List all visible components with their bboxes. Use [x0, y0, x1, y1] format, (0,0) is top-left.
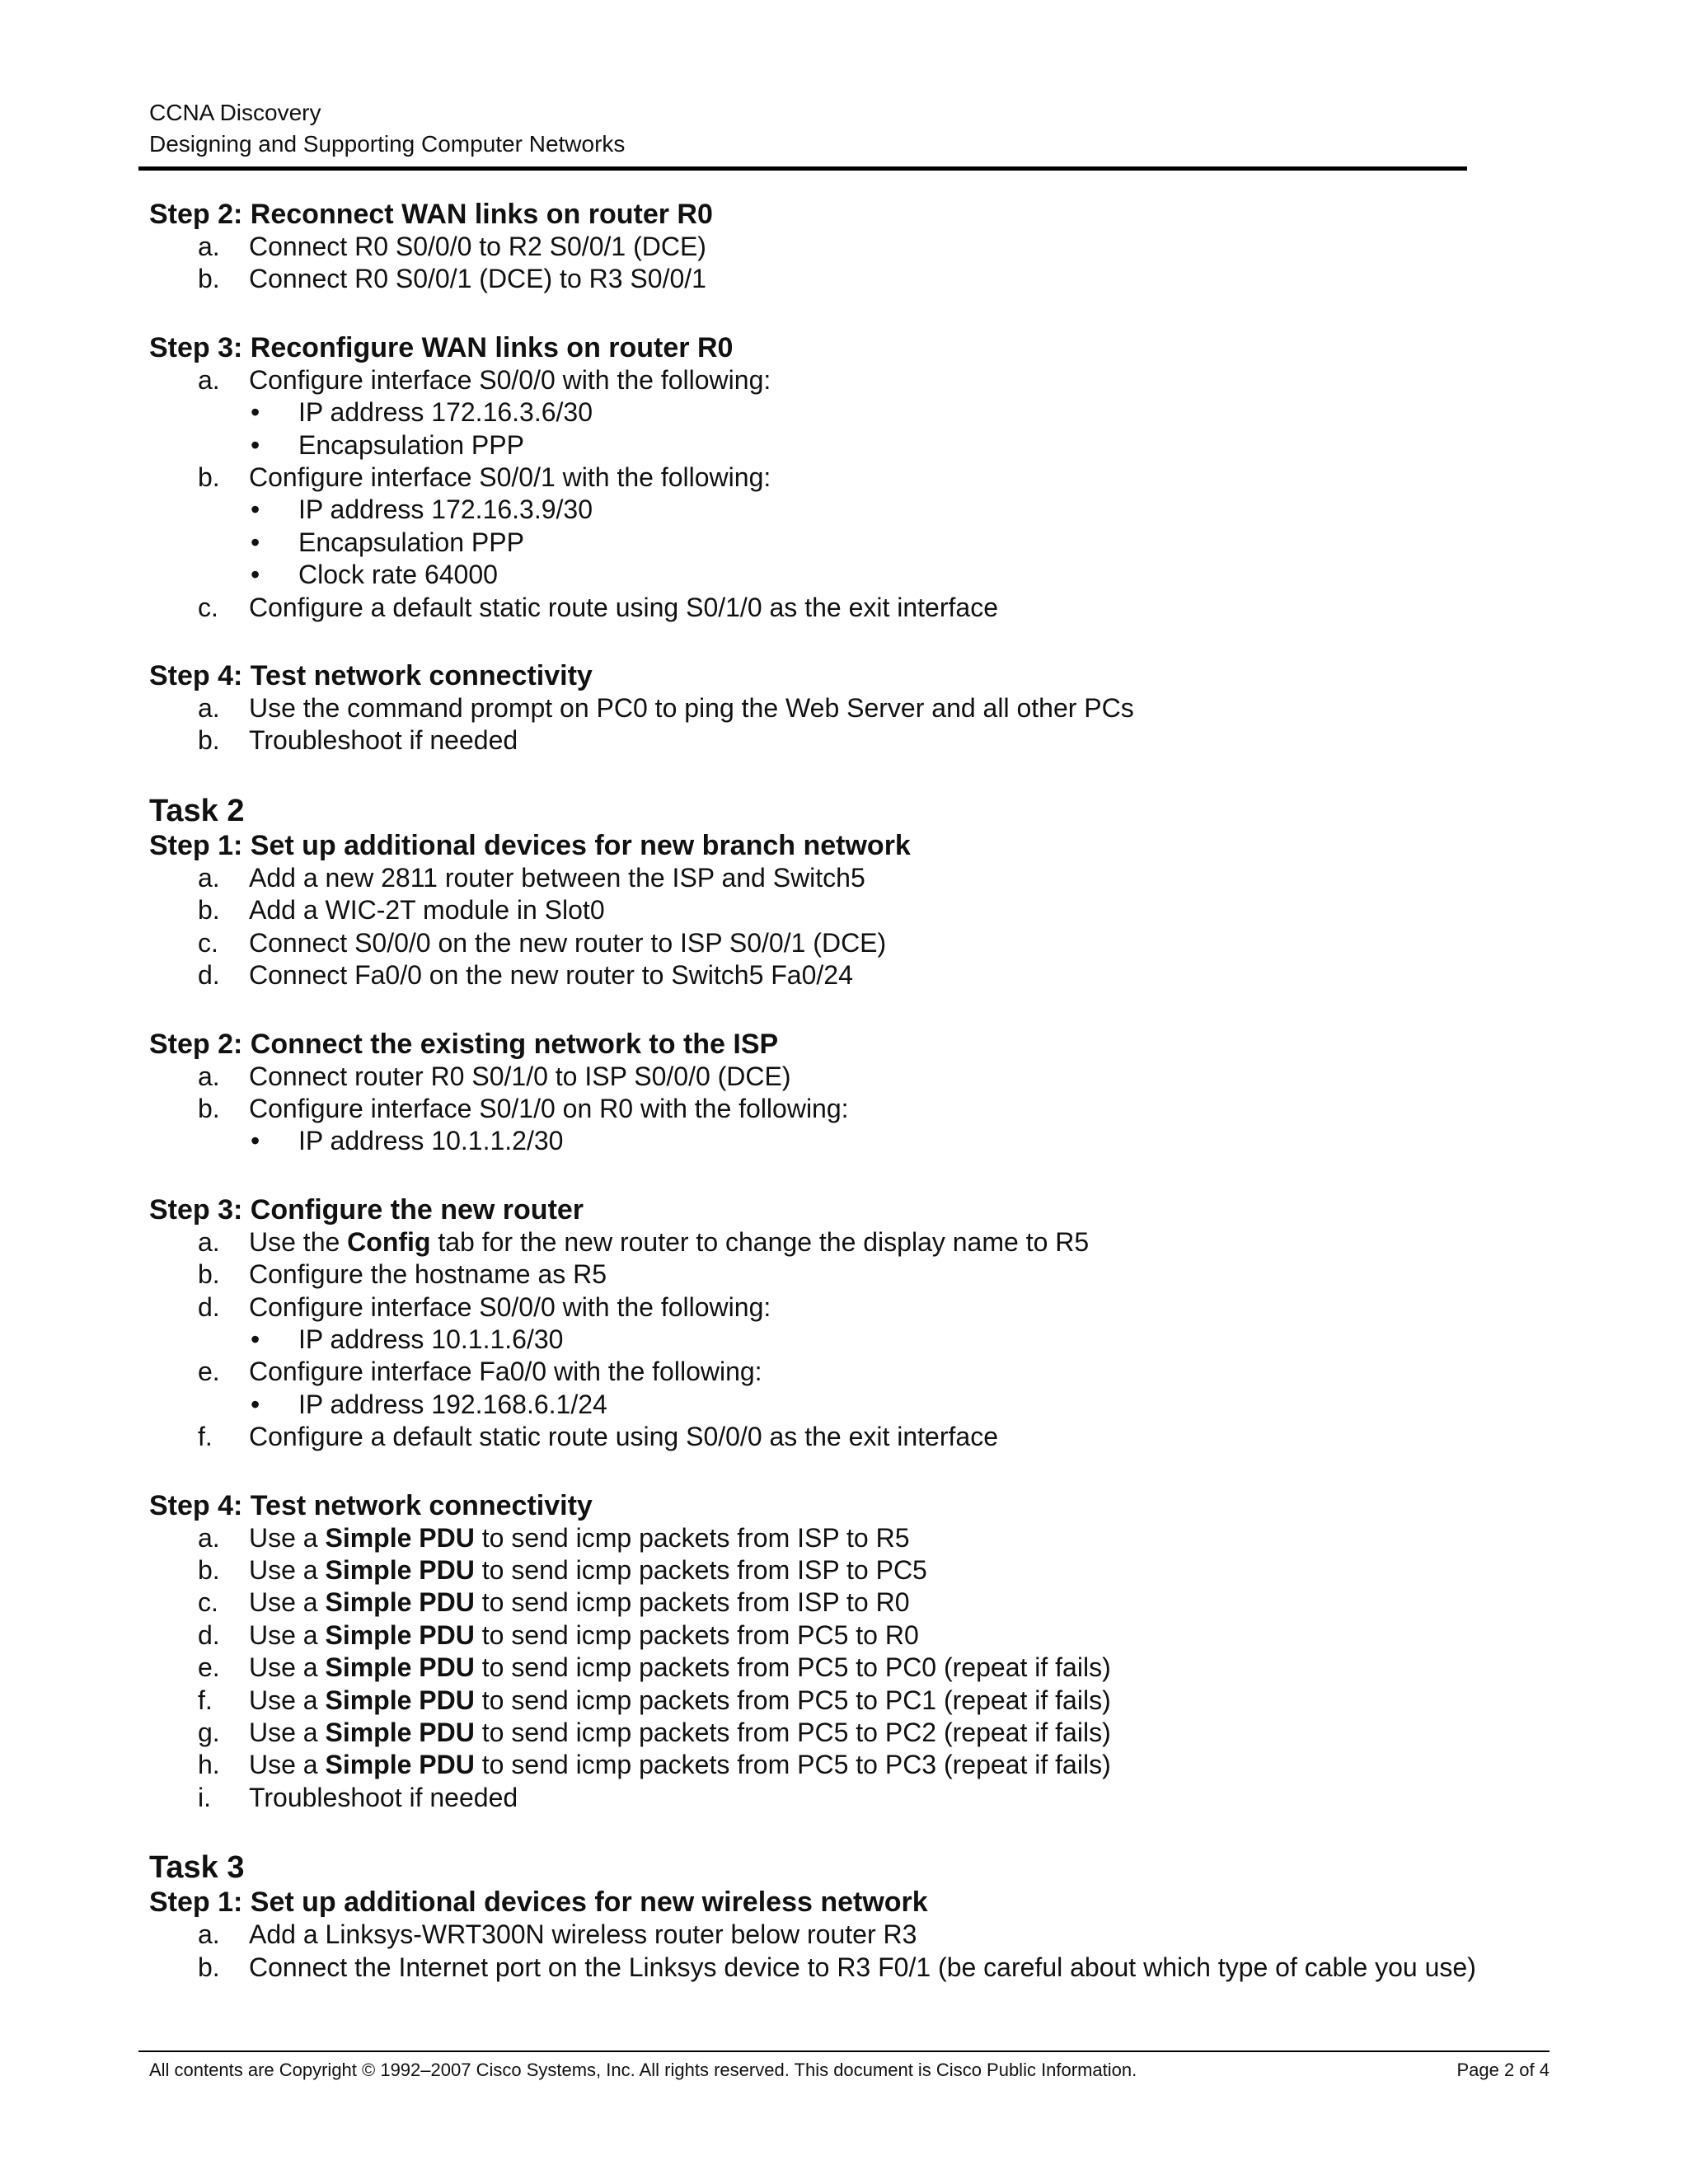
bullet-item [149, 1324, 1550, 1356]
list-item-text: Connect Fa0/0 on the new router to Switch5 Fa0/24 [249, 960, 853, 991]
list-marker: b. [198, 1952, 220, 1982]
list-item [149, 1522, 1550, 1554]
list-item [149, 862, 1550, 894]
list-item [149, 1061, 1550, 1093]
list-marker: e. [198, 1652, 220, 1683]
list-item [149, 231, 1550, 263]
list-item-text: to send icmp packets from PC5 to PC0 (repeat if fails) [474, 1652, 1111, 1683]
list-marker: a. [198, 693, 220, 724]
list-item-text: to send icmp packets from PC5 to PC2 (repeat if fails) [474, 1718, 1111, 1747]
list-marker: a. [198, 364, 220, 395]
header-divider [138, 166, 1467, 171]
document-header [149, 97, 1468, 160]
bullet-dot-icon: • [251, 494, 260, 525]
list-item-text: to send icmp packets from ISP to PC5 [474, 1554, 927, 1585]
list-item-text: Use a [249, 1619, 326, 1650]
list-item-text: Use a [249, 1685, 326, 1715]
step-heading: Step 2: Reconnect WAN links on router R0 [149, 199, 713, 230]
step-heading: Step 1: Set up additional devices for new branch network [149, 829, 911, 861]
bullet-text: IP address 10.1.1.6/30 [298, 1324, 564, 1354]
list-marker: b. [198, 725, 220, 756]
section [149, 1193, 1550, 1454]
list-item-text: Use a [249, 1554, 326, 1585]
list-item-text: Configure a default static route using S0/1/0 as the exit interface [249, 592, 998, 622]
list-marker: b. [198, 1259, 220, 1290]
list-marker: d. [198, 960, 220, 991]
footer-page-number: Page 2 of 4 [1456, 2060, 1550, 2080]
list-item-text: tab for the new router to change the display name to R5 [430, 1226, 1090, 1257]
list-marker: f. [198, 1685, 213, 1715]
bullet-item [149, 494, 1550, 526]
bold-term: Simple PDU [325, 1587, 475, 1618]
bullet-dot-icon: • [251, 1389, 260, 1419]
list-marker: a. [198, 862, 220, 893]
list-item-text: Add a WIC-2T module in Slot0 [249, 895, 605, 926]
list-marker: b. [198, 1554, 220, 1585]
list-item [149, 1226, 1550, 1258]
list-item [149, 1717, 1550, 1749]
list-item [149, 1258, 1550, 1291]
list-item [149, 1952, 1550, 1984]
list-item [149, 894, 1550, 926]
list-item [149, 1749, 1550, 1781]
list-item [149, 1554, 1550, 1586]
list-marker: b. [198, 1093, 220, 1123]
bold-term: Simple PDU [325, 1619, 475, 1650]
list-item-text: Use a [249, 1718, 326, 1747]
list-item [149, 724, 1550, 757]
list-marker: g. [198, 1718, 220, 1747]
list-item-text: Configure interface S0/0/0 with the following: [249, 1291, 771, 1322]
bullet-dot-icon: • [251, 429, 260, 460]
document-body [149, 198, 1550, 2019]
list-item-text: Connect S0/0/0 on the new router to ISP S0/0/1 (DCE) [249, 927, 887, 958]
list-item [149, 1919, 1550, 1951]
bullet-text: Clock rate 64000 [298, 560, 498, 590]
bold-term: Simple PDU [325, 1522, 475, 1553]
list-item-text: Configure interface S0/1/0 on R0 with the following: [249, 1093, 849, 1123]
list-item-text: to send icmp packets from ISP to R0 [474, 1587, 910, 1618]
list-item-text: Configure interface Fa0/0 with the following: [249, 1357, 762, 1387]
list-marker: a. [198, 1522, 220, 1553]
list-item-text: Add a new 2811 router between the ISP and Switch5 [249, 862, 865, 893]
step-heading: Step 4: Test network connectivity [149, 660, 593, 692]
footer-copyright: All contents are Copyright © 1992–2007 Cisco Systems, Inc. All rights reserved. This document is Cisco Public Information. [149, 2060, 1137, 2080]
list-marker: a. [198, 1919, 220, 1950]
list-item [149, 1652, 1550, 1684]
list-item [149, 592, 1550, 624]
list-item-text: Troubleshoot if needed [249, 1782, 518, 1812]
list-marker: d. [198, 1619, 220, 1650]
list-item [149, 1782, 1550, 1814]
list-item [149, 959, 1550, 991]
list-item [149, 364, 1550, 396]
bold-term: Simple PDU [325, 1718, 475, 1747]
list-item-text: Connect the Internet port on the Linksys device to R3 F0/1 (be careful about which type of cable you use) [249, 1952, 1476, 1982]
list-item-text: Connect R0 S0/0/0 to R2 S0/0/1 (DCE) [249, 232, 706, 261]
bold-term: Simple PDU [325, 1554, 475, 1585]
list-item-text: Configure a default static route using S0/0/0 as the exit interface [249, 1422, 998, 1452]
list-marker: c. [198, 1587, 218, 1618]
list-marker: a. [198, 232, 220, 261]
section [149, 331, 1550, 624]
bullet-dot-icon: • [251, 1126, 260, 1156]
list-marker: b. [198, 895, 220, 926]
list-item-text: to send icmp packets from ISP to R5 [474, 1522, 910, 1553]
list-item [149, 1291, 1550, 1324]
list-item-text: Troubleshoot if needed [249, 725, 518, 756]
list-item-text: to send icmp packets from PC5 to PC3 (repeat if fails) [474, 1750, 1111, 1780]
list-item [149, 1093, 1550, 1125]
step-heading: Step 3: Configure the new router [149, 1193, 584, 1226]
list-marker: e. [198, 1357, 220, 1387]
list-item [149, 1685, 1550, 1717]
footer-divider [138, 2050, 1550, 2052]
bullet-dot-icon: • [251, 527, 260, 557]
step-heading: Step 1: Set up additional devices for new wireless network [149, 1886, 928, 1919]
section [149, 793, 1550, 992]
step-heading: Step 3: Reconfigure WAN links on router R0 [149, 331, 734, 363]
list-item-text: Connect R0 S0/0/1 (DCE) to R3 S0/0/1 [249, 264, 706, 294]
bullet-item [149, 429, 1550, 462]
list-marker: a. [198, 1061, 220, 1091]
bullet-dot-icon: • [251, 560, 260, 590]
list-marker: f. [198, 1422, 213, 1452]
list-item-text: Configure interface S0/0/1 with the following: [249, 462, 771, 493]
list-item-text: to send icmp packets from PC5 to R0 [474, 1619, 919, 1650]
list-marker: i. [198, 1782, 211, 1812]
bullet-text: IP address 172.16.3.6/30 [298, 397, 593, 428]
step-heading: Step 2: Connect the existing network to the ISP [149, 1028, 779, 1060]
list-item-text: Use a [249, 1652, 326, 1683]
list-item [149, 1356, 1550, 1388]
list-item [149, 1586, 1550, 1619]
bullet-item [149, 527, 1550, 559]
list-marker: d. [198, 1291, 220, 1322]
list-item-text: Use the command prompt on PC0 to ping the Web Server and all other PCs [249, 693, 1134, 724]
list-item-text: Use a [249, 1522, 326, 1553]
bullet-item [149, 396, 1550, 429]
bullet-dot-icon: • [251, 397, 260, 428]
bullet-item [149, 1125, 1550, 1157]
list-item-text: Configure the hostname as R5 [249, 1259, 607, 1290]
bullet-item [149, 559, 1550, 591]
bullet-text: IP address 172.16.3.9/30 [298, 494, 593, 525]
task-heading: Task 2 [149, 793, 245, 828]
section [149, 659, 1550, 757]
list-item [149, 1421, 1550, 1453]
bold-term: Simple PDU [325, 1685, 475, 1715]
list-item-text: Use a [249, 1750, 326, 1780]
bold-term: Config [347, 1226, 431, 1257]
list-item-text: Add a Linksys-WRT300N wireless router below router R3 [249, 1919, 917, 1950]
task-heading: Task 3 [149, 1850, 245, 1886]
list-item-text: to send icmp packets from PC5 to PC1 (repeat if fails) [474, 1685, 1111, 1715]
list-item-text: Use the [249, 1226, 348, 1257]
bold-term: Simple PDU [325, 1652, 475, 1683]
bullet-item [149, 1389, 1550, 1421]
list-marker: b. [198, 462, 220, 493]
section [149, 198, 1550, 296]
list-item [149, 692, 1550, 724]
bullet-text: Encapsulation PPP [298, 527, 524, 557]
list-item [149, 1619, 1550, 1652]
list-item [149, 927, 1550, 959]
bullet-text: Encapsulation PPP [298, 429, 524, 460]
list-item [149, 263, 1550, 295]
header-course: CCNA Discovery [149, 100, 321, 125]
section [149, 1028, 1550, 1158]
list-item-text: Configure interface S0/0/0 with the following: [249, 364, 771, 395]
bullet-text: IP address 192.168.6.1/24 [298, 1389, 607, 1419]
list-marker: b. [198, 264, 220, 294]
step-heading: Step 4: Test network connectivity [149, 1489, 593, 1521]
list-item [149, 462, 1550, 494]
list-item-text: Use a [249, 1587, 326, 1618]
section [149, 1489, 1550, 1815]
list-marker: a. [198, 1226, 220, 1257]
section [149, 1849, 1550, 1984]
bold-term: Simple PDU [325, 1750, 475, 1780]
bullet-text: IP address 10.1.1.2/30 [298, 1126, 564, 1156]
list-marker: h. [198, 1750, 220, 1780]
list-item-text: Connect router R0 S0/1/0 to ISP S0/0/0 (DCE) [249, 1061, 791, 1091]
bullet-dot-icon: • [251, 1324, 260, 1354]
header-subtitle: Designing and Supporting Computer Networks [149, 131, 626, 157]
list-marker: c. [198, 927, 218, 958]
list-marker: c. [198, 592, 218, 622]
